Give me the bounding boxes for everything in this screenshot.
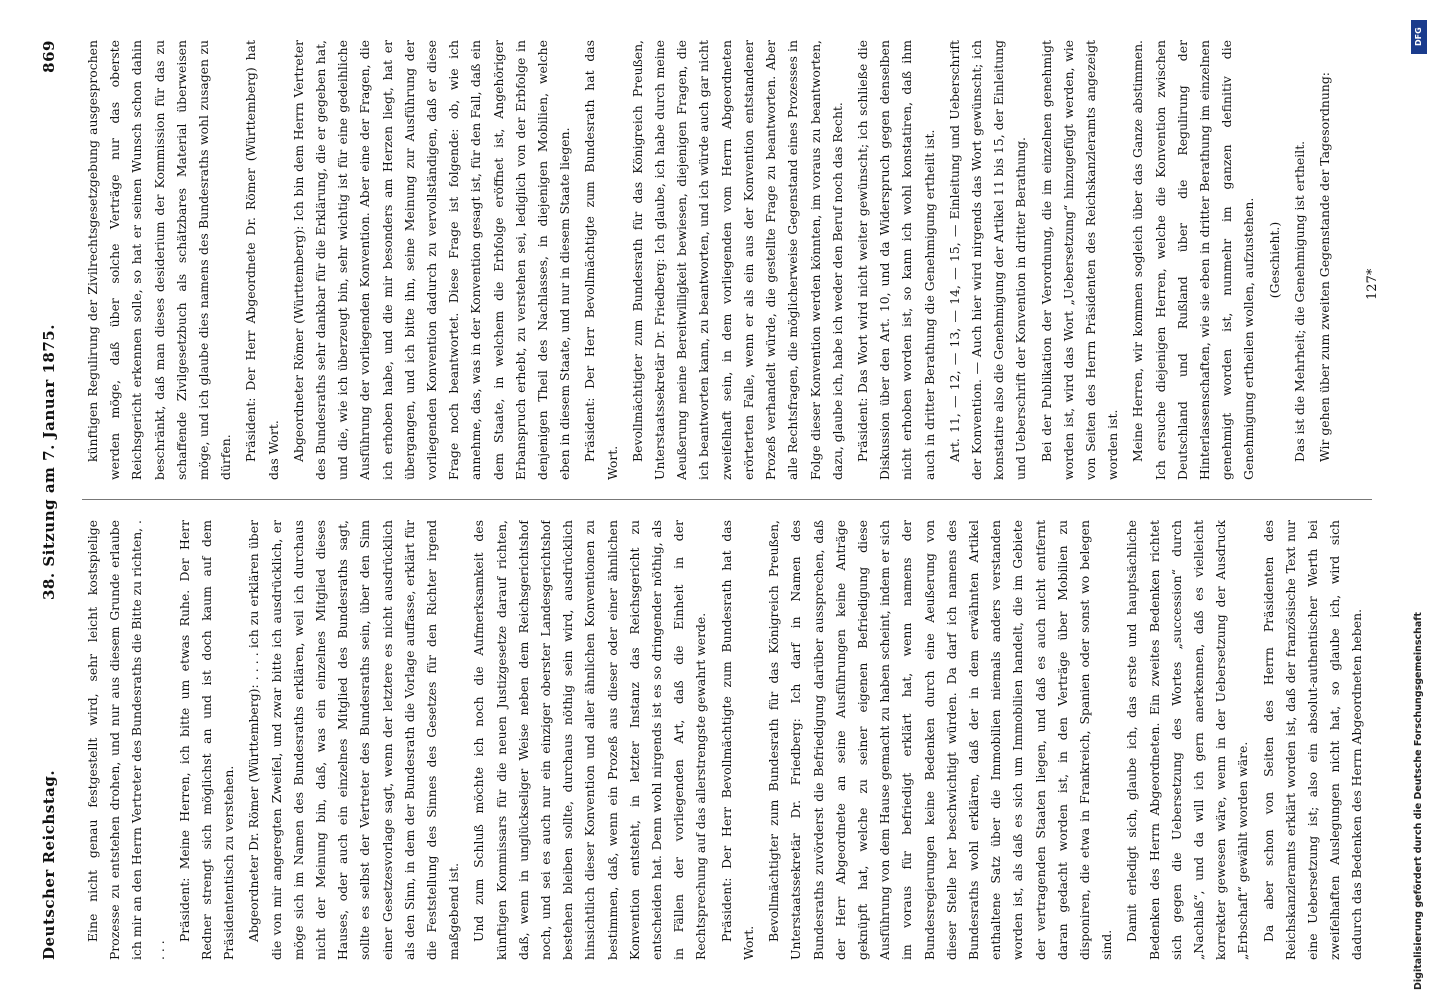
paragraph: (Geschieht.) [1266, 221, 1282, 299]
paragraph: Damit erledigt sich, glaube ich, das erste und hauptsächliche Bedenken des Herrn Abgeordneten. Ein zweites Bedenken richtet sich gegen die Uebersetzung des Wortes „succession“ durch „Nachlaß“, und da will ich gern anerkennen, daß es vielleicht korrekter gewesen wäre, wenn in der Uebersetzung der Ausdruck „Erbschaft“ gewählt worden wäre. [1124, 520, 1251, 960]
paragraph: Präsident: Der Herr Bevollmächtigte zum Bundesrath hat das Wort. [718, 520, 756, 960]
paragraph: Eine nicht genau festgestellt wird, sehr leicht kostspielige Prozesse zu entstehen drohen, und nur aus diesem Grunde erlaube ich mir an den Herrn Vertreter des Bundesraths die Bitte zu richten, . . . . [85, 520, 167, 960]
paragraph: Bevollmächtigter zum Bundesrath für das Königreich Preußen, Unterstaatssekretär Dr. Friedberg: Ich darf in Namen des Bundesraths zuvörderst die Befriedigung darüber aussprechen, daß der Herr Abgeordnete an seine Ausführungen keine Anträge geknüpft hat, welche zu seiner eigenen Befriedigung diese Ausführung von dem Hause gemacht zu haben scheint, indem er sich im voraus für befriedigt erklärt hat, wenn namens der Bundesregierungen keine Bedenken durch eine Aeußerung von dieser Stelle her beschwichtigt würden. Da darf ich namens des Bundesraths wohl erklären, daß der in dem erwähnten Artikel enthaltene Satz über die Immobilien niemals anders verstanden worden ist, als daß es sich um Immobilien handelt, die im Gebiete der vertragenden Staaten liegen, und daß es auch nicht entfernt daran gedacht worden ist, in den Verträge über Mobilien zu disponiren, die etwa in Frankreich, Spanien oder sonst wo belegen sind. [766, 520, 1115, 960]
paragraph: Da aber schon von Seiten des Herrn Präsidenten des Reichskanzleramts erklärt worden ist, daß der französische Text nur eine Uebersetzung ist; also ein absolut-authentischer Werth bei zweifelhaften Auslegungen nicht hat, so glaube ich, wird sich dadurch das Bedenken des Herrn Abgeordneten heben. [1260, 520, 1365, 960]
paragraph: Abgeordneter Römer (Württemberg): Ich bin dem Herrn Vertreter des Bundesraths sehr dankbar für die Erklärung, die er gegeben hat, und die, wie ich überzeugt bin, sehr wichtig ist für eine gedeihliche Ausführung der vorliegenden Konvention. Aber eine der Fragen, die ich erhoben habe, und die mir besonders am Herzen liegt, hat er übergangen, und ich bitte ihn, seine Meinung zur Ausführung der vorliegenden Konvention dadurch zu vervollständigen, daß er diese Frage noch beantwortet. Diese Frage ist folgende: ob, wie ich annehme, das, was in der Konvention gesagt ist, für den Fall, daß ein dem Staate, in welchem die Erbfolge eröffnet ist, Angehöriger Erbanspruch erhebt, zu verstehen sei, lediglich von der Erbfolge in denjenigen Theil des Nachlasses, in diejenigen Mobilien, welche eben in diesem Staate, und nur in diesem Staate liegen. [290, 40, 573, 480]
paragraph: Präsident: Meine Herren, ich bitte um etwas Ruhe. Der Herr Redner strengt sich möglichst an und ist doch kaum auf dem Präsidententisch zu verstehen. [176, 520, 237, 960]
paragraph: Und zum Schluß möchte ich noch die Aufmerksamkeit des künftigen Kommissars für die neuen Justizgesetze darauf richten, daß, wenn in unglückseliger Weise neben dem Reichsgerichtshof noch, und sei es auch nur ein einziger oberster Landesgerichtshof bestehen bleiben sollte, durchaus nöthig sein wird, ausdrücklich hinsichtlich dieser Konvention und aller ähnlichen Konventionen zu bestimmen, daß, wenn ein Prozeß aus dieser oder einer ähnlichen Konvention entsteht, in letzter Instanz das Reichsgericht zu entscheiden hat. Denn wohl nirgends ist es so dringender nöthig, als in Fällen der vorliegenden Art, daß die Einheit in der Rechtsprechung auf das allerstrengste gewahrt werde. [471, 520, 709, 960]
left-column [82, 520, 1372, 960]
header-session: 38. Sitzung am 7. Januar 1875. [40, 324, 58, 600]
paragraph: Präsident: Das Wort wird nicht weiter gewünscht; ich schließe die Diskussion über den Art. 10, und da Widerspruch gegen denselben nicht erhoben worden ist, so kann ich wohl konstatiren, daß ihm auch in dritter Berathung die Genehmigung ertheilt ist. [854, 40, 937, 480]
paragraph: Bei der Publikation der Verordnung, die im einzelnen genehmigt worden ist, wird das Wort „Uebersetzung“ hinzugefügt werden, wie von Seiten des Herrn Präsidenten des Reichskanzleramts angezeigt worden ist. [1038, 40, 1121, 480]
footer-signature: 127* [1365, 268, 1380, 300]
paragraph: Präsident: Der Herr Abgeordnete Dr. Römer (Württemberg) hat das Wort. [243, 40, 281, 480]
right-column [82, 40, 1372, 480]
dfg-logo: DFG [1411, 20, 1427, 54]
paragraph: Abgeordneter Dr. Römer (Württemberg): . . . . ich zu erklären über die von mir angeregten Zweifel, und zwar bitte ich ausdrücklich, er möge sich im Namen des Bundesraths erklären, weil ich durchaus nicht der Meinung bin, daß, was ein einzelnes Mitglied dieses Hauses, oder auch ein einzelnes Mitglied des Bundesraths sagt, sollte es selbst der Vertreter des Bundesraths sein, über den Sinn einer Gesetzesvorlage sagt, wenn der letztere es nicht ausdrücklich als den Sinn, in dem der Bundesrath die Vorlage auffasse, erklärt für die Feststellung des Sinnes des Gesetzes für den Richter irgend maßgebend ist. [246, 520, 462, 960]
paragraph: Art. 11, — 12, — 13, — 14, — 15, — Einleitung und Ueberschrift der Konvention. — Auch hier wird nirgends das Wort gewünscht; ich konstatire also die Genehmigung der Artikel 11 bis 15, der Einleitung und Ueberschrift der Konvention in dritter Berathung. [946, 40, 1029, 480]
page-header [40, 40, 70, 960]
dfg-sidebar [1408, 20, 1430, 990]
paragraph: künftigen Regulirung der Zivilrechtsgesetzgebung ausgesprochen werden möge, daß über solche Verträge nur das oberste Reichsgericht erkennen solle, so hat er seinen Wunsch schon dahin beschränkt, daß man dieses desiderium der Kommission für das zu schaffende Zivilgesetzbuch als schätzbares Material überweisen möge, und ich glaube dies namens des Bundesraths wohl zusagen zu dürfen. [85, 40, 234, 480]
paragraph: Bevollmächtigter zum Bundesrath für das Königreich Preußen, Unterstaatssekretär Dr. Friedberg: Ich glaube, ich habe durch meine Aeußerung meine Bereitwilligkeit bewiesen, diejenigen Fragen, die ich beantworten kann, zu beantworten, und ich würde auch gar nicht zweifelhaft sein, in dem vorliegenden vom Herrn Abgeordneten erörterten Falle, wenn er als ein aus der Konvention entstandener Prozeß verhandelt würde, die gestellte Frage zu beantworten. Aber alle Rechtsfragen, die möglicherweise Gegenstand eines Prozesses in Folge dieser Konvention werden könnten, im voraus zu beantworten, dazu, glaube ich, habe ich weder den Beruf noch das Recht. [629, 40, 845, 480]
header-publication: Deutscher Reichstag. [40, 769, 58, 960]
paragraph: Meine Herren, wir kommen sogleich über das Ganze abstimmen. Ich ersuche diejenigen Herren, welche die Konvention zwischen Deutschland und Rußland über die Regulirung der Hinterlassenschaften, wie sie eben in dritter Berathung im einzelnen genehmigt worden ist, nunmehr im ganzen definitiv die Genehmigung ertheilen wollen, aufzustehen. [1130, 40, 1257, 480]
dfg-notice: Digitalisierung gefördert durch die Deutsche Forschungsgemeinschaft [1413, 612, 1424, 990]
paragraph: Das ist die Mehrheit; die Genehmigung ist ertheilt. [1291, 140, 1307, 462]
header-page-number: 869 [40, 40, 58, 73]
paragraph: Präsident: Der Herr Bevollmächtigte zum Bundesrath hat das Wort. [582, 40, 620, 480]
column-divider [82, 499, 1372, 500]
paragraph: Wir gehen über zum zweiten Gegenstande der Tagesordnung: [1316, 72, 1332, 462]
